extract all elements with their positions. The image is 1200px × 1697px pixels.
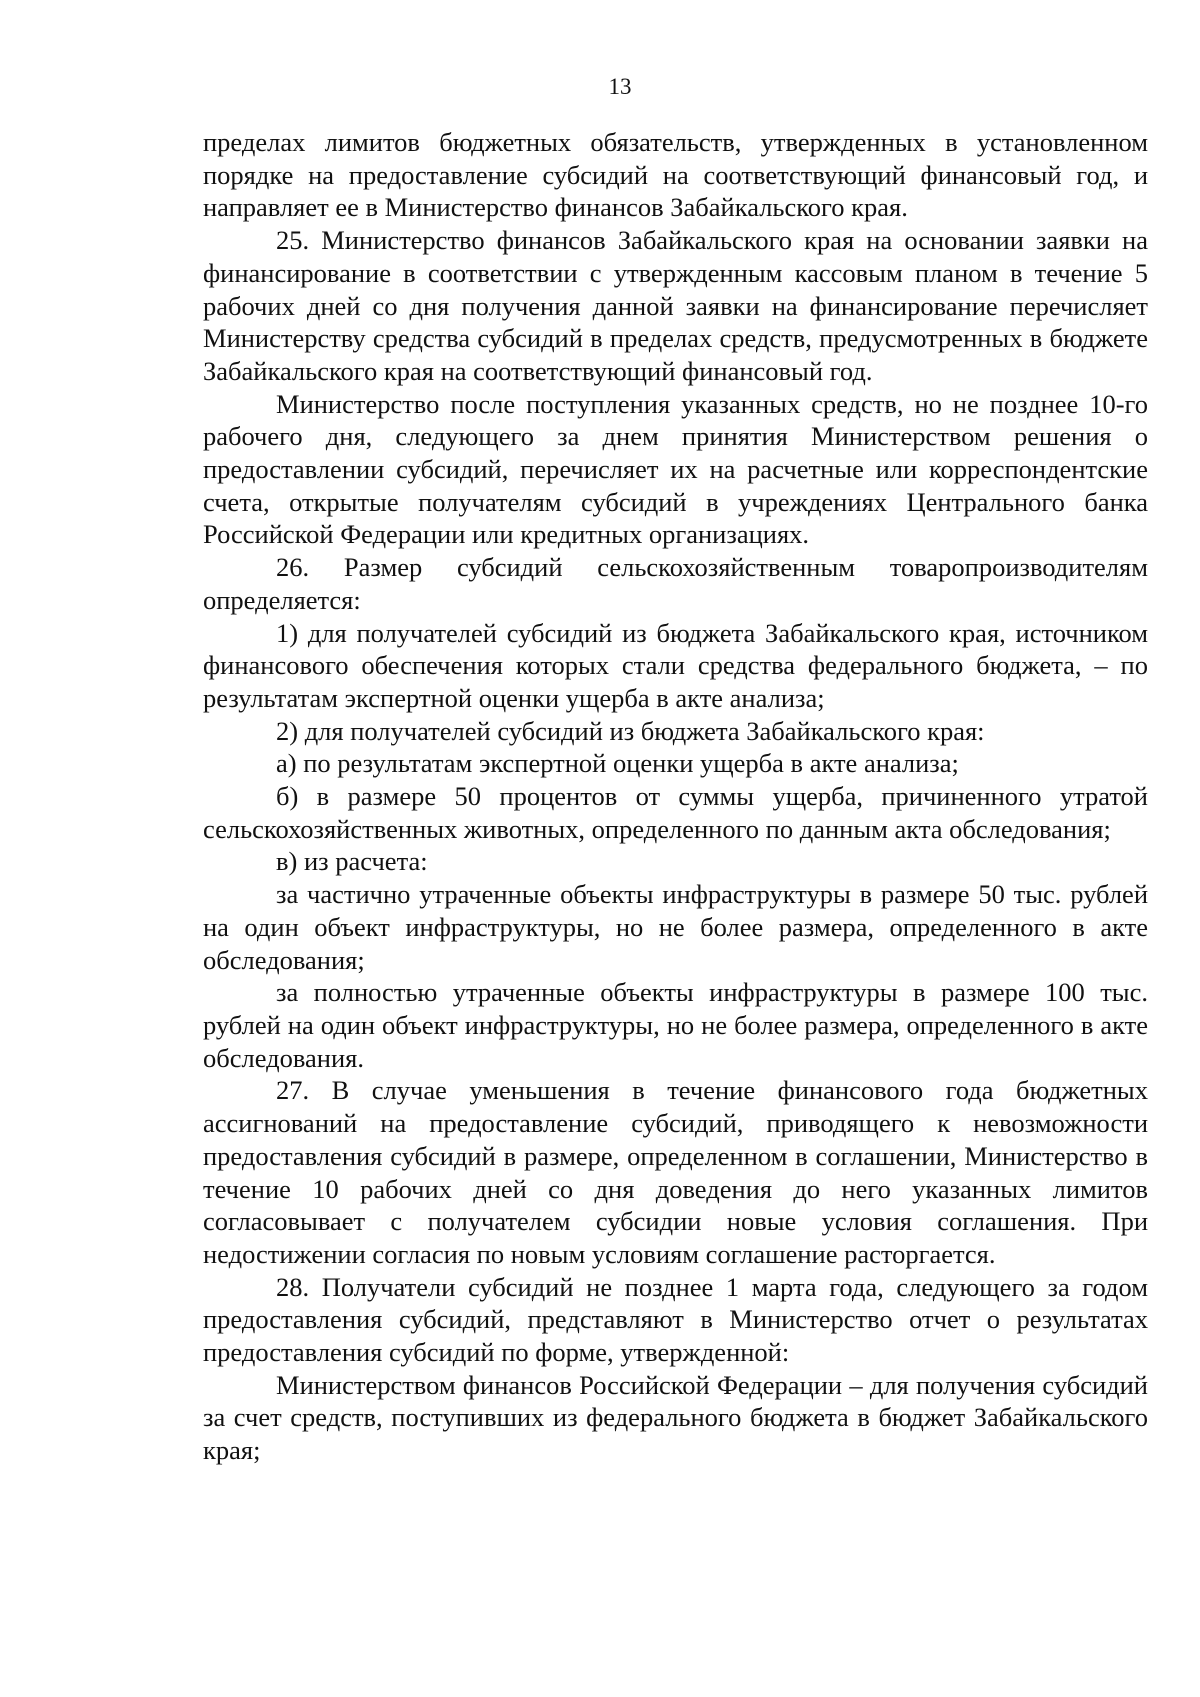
- paragraph-item-27: 27. В случае уменьшения в течение финансового года бюджетных ассигнований на предоставление субсидий, приводящего к невозможности предоставления субсидий в размере, определенном в соглашении, Министерство в течение 10 рабочих дней со дня доведения до него указанных лимитов согласовывает с получателем субсидии новые условия соглашения. При недостижении согласия по новым условиям соглашение расторгается.: [203, 1075, 1148, 1269]
- document-body: [203, 126, 1148, 1467]
- paragraph-ministry-transfer: Министерство после поступления указанных средств, но не позднее 10-го рабочего дня, следующего за днем принятия Министерством решения о предоставлении субсидий, перечисляет их на расчетные или корреспондентские счета, открытые получателям субсидий в учреждениях Центрального банка Российской Федерации или кредитных организациях.: [203, 388, 1148, 550]
- page-number: 13: [608, 74, 632, 99]
- paragraph-partial-loss: за частично утраченные объекты инфраструктуры в размере 50 тыс. рублей на один объект инфраструктуры, но не более размера, определенного в акте обследования;: [203, 879, 1148, 975]
- paragraph-item-26-2-a: а) по результатам экспертной оценки ущерба в акте анализа;: [276, 748, 959, 779]
- paragraph-item-26: 26. Размер субсидий сельскохозяйственным товаропроизводителям определяется:: [203, 552, 1148, 615]
- paragraph-item-26-2-b: б) в размере 50 процентов от суммы ущерба, причиненного утратой сельскохозяйственных животных, определенного по данным акта обследования;: [203, 781, 1148, 844]
- paragraph-item-26-2: 2) для получателей субсидий из бюджета Забайкальского края:: [276, 715, 985, 746]
- paragraph-item-26-1: 1) для получателей субсидий из бюджета Забайкальского края, источником финансового обеспечения которых стали средства федерального бюджета, – по результатам экспертной оценки ущерба в акте анализа;: [203, 617, 1148, 713]
- paragraph-item-28: 28. Получатели субсидий не позднее 1 марта года, следующего за годом предоставления субсидий, представляют в Министерство отчет о результатах предоставления субсидий по форме, утвержденной:: [203, 1271, 1148, 1368]
- paragraph-item-25: 25. Министерство финансов Забайкальского края на основании заявки на финансирование в соответствии с утвержденным кассовым планом в течение 5 рабочих дней со дня получения данной заявки на финансирование перечисляет Министерству средства субсидий в пределах средств, предусмотренных в бюджете Забайкальского края на соответствующий финансовый год.: [203, 225, 1148, 386]
- paragraph-item-26-2-v: в) из расчета:: [276, 846, 428, 877]
- paragraph-item-28-minfin: Министерством финансов Российской Федерации – для получения субсидий за счет средств, поступивших из федерального бюджета в бюджет Забайкальского края;: [203, 1369, 1148, 1466]
- paragraph-continuation: пределах лимитов бюджетных обязательств, утвержденных в установленном порядке на предоставление субсидий на соответствующий финансовый год, и направляет ее в Министерство финансов Забайкальского края.: [203, 127, 1148, 223]
- paragraph-full-loss: за полностью утраченные объекты инфраструктуры в размере 100 тыс. рублей на один объект инфраструктуры, но не более размера, определенного в акте обследования.: [203, 977, 1148, 1073]
